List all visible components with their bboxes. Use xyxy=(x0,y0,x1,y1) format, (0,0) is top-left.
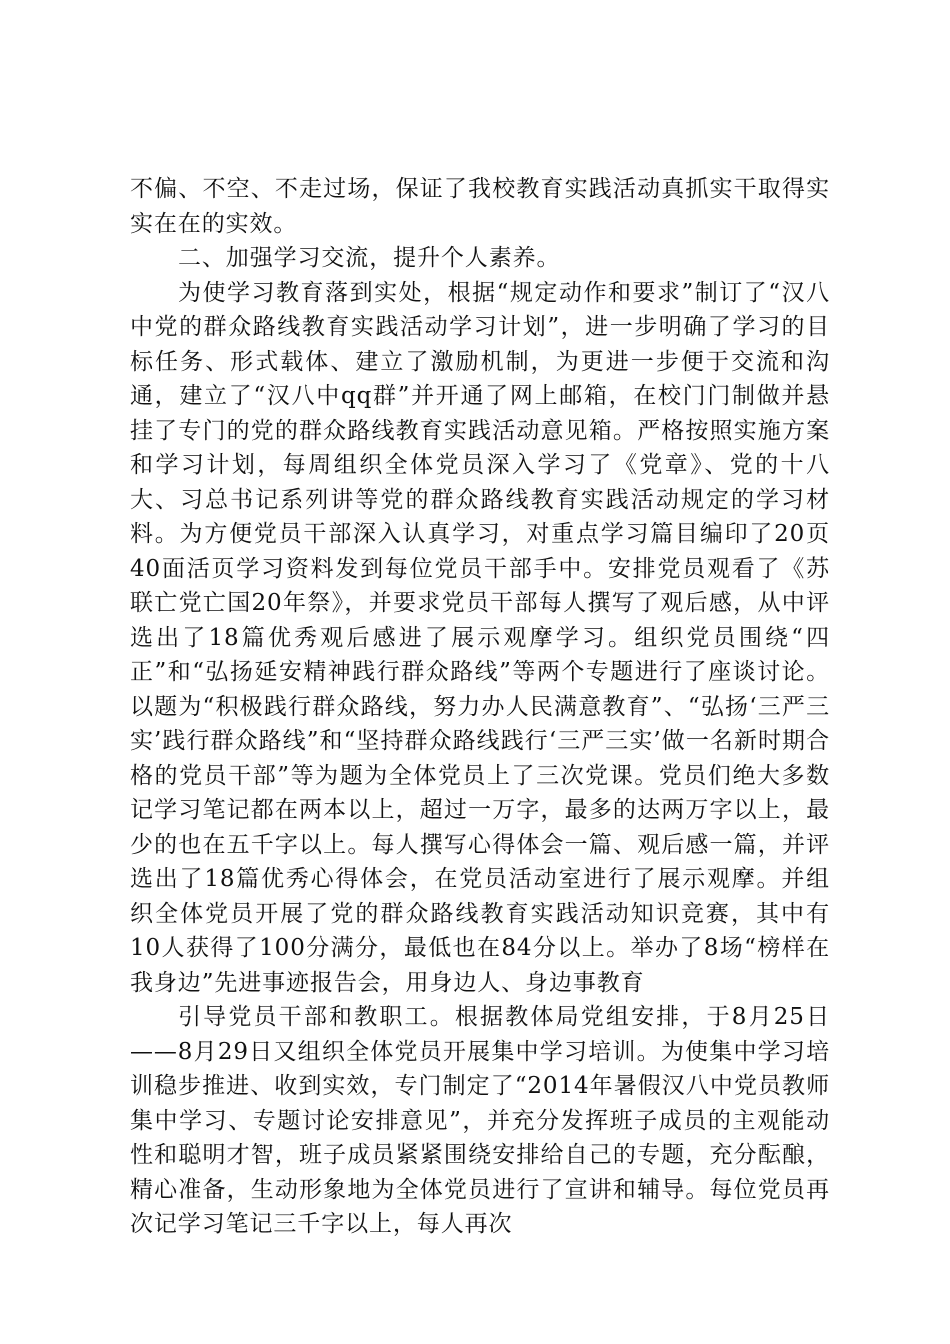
paragraph-continuation: 不偏、不空、不走过场，保证了我校教育实践活动真抓实干取得实实在在的实效。 xyxy=(130,176,830,237)
section-heading: 二、加强学习交流，提升个人素养。 xyxy=(178,245,561,271)
paragraph-concentrated-training: 引导党员干部和教职工。根据教体局党组安排，于8月25日——8月29日又组织全体党员开展集中学习培训。为使集中学习培训稳步推进、收到实效，专门制定了“2014年暑假汉八中党员教师集中学习、专题讨论安排意见”，并充分发挥班子成员的主观能动性和聪明才智，班子成员紧紧围绕安排给自己的专题，充分酝酿，精心准备，生动形象地为全体党员进行了宣讲和辅导。每位党员再次记学习笔记三千字以上，每人再次 xyxy=(130,1004,830,1237)
document-body xyxy=(130,172,830,1242)
paragraph-study-activities: 为使学习教育落到实处，根据“规定动作和要求”制订了“汉八中党的群众路线教育实践活动学习计划”，进一步明确了学习的目标任务、形式载体、建立了激励机制，为更进一步便于交流和沟通，建立了“汉八中qq群”并开通了网上邮箱，在校门门制做并悬挂了专门的党的群众路线教育实践活动意见箱。严格按照实施方案和学习计划，每周组织全体党员深入学习了《党章》、党的十八大、习总书记系列讲等党的群众路线教育实践活动规定的学习材料。为方便党员干部深入认真学习，对重点学习篇目编印了20页40面活页学习资料发到每位党员干部手中。安排党员观看了《苏联亡党亡国20年祭》，并要求党员干部每人撰写了观后感，从中评选出了18篇优秀观后感进了展示观摩学习。组织党员围绕“四正”和“弘扬延安精神践行群众路线”等两个专题进行了座谈讨论。以题为“积极践行群众路线，努力办人民满意教育”、“弘扬‘三严三实’践行群众路线”和“坚持群众路线践行‘三严三实’做一名新时期合格的党员干部”等为题为全体党员上了三次党课。党员们绝大多数记学习笔记都在两本以上，超过一万字，最多的达两万字以上，最少的也在五千字以上。每人撰写心得体会一篇、观后感一篇，并评选出了18篇优秀心得体会，在党员活动室进行了展示观摩。并组织全体党员开展了党的群众路线教育实践活动知识竞赛，其中有10人获得了100分满分，最低也在84分以上。举办了8场“榜样在我身边”先进事迹报告会，用身边人、身边事教育 xyxy=(130,279,830,996)
